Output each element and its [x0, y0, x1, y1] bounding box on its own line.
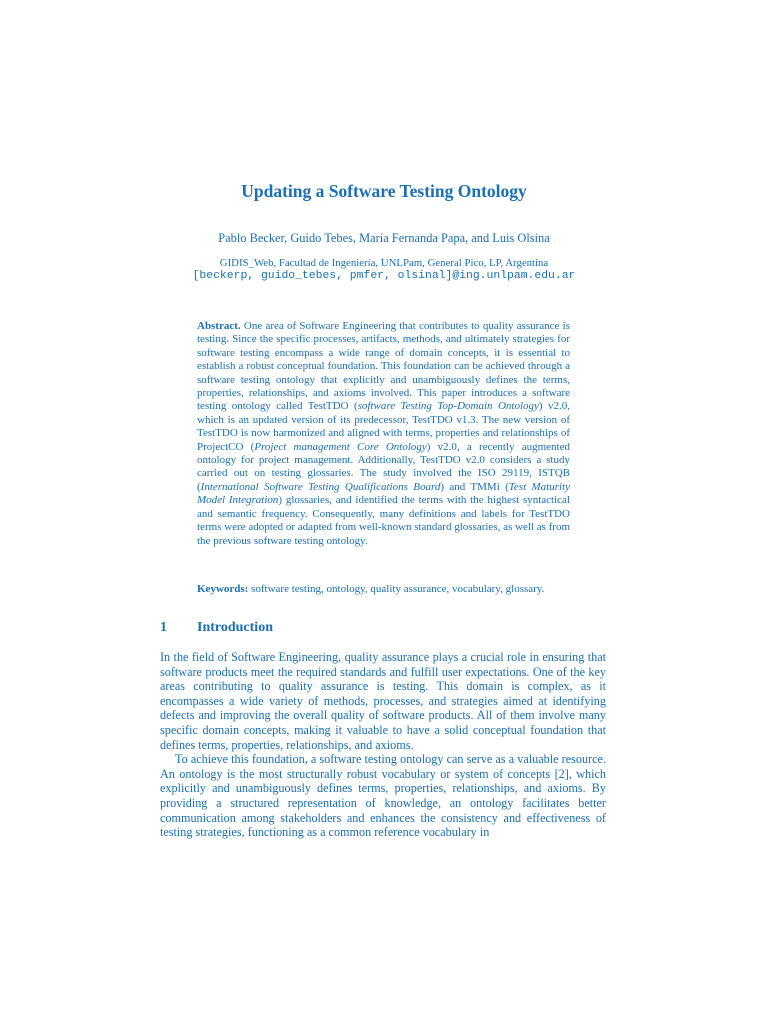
abstract-label: Abstract.: [197, 320, 241, 332]
section-heading: [160, 619, 273, 637]
body-paragraph-1: In the field of Software Engineering, quality assurance plays a crucial role in ensuring that software products meet the required standards and fulfill user expectations. One of the key areas contributing to quality assurance is testing. This domain is complex, as it encompasses a wide variety of methods, processes, and strategies aimed at identifying defects and improving the overall quality of software products. All of them involve many specific domain concepts, making it valuable to have a solid conceptual foundation that defines terms, properties, relationships, and axioms.: [160, 650, 606, 752]
keywords: [197, 583, 570, 596]
abstract-em-4: Test Maturity Model Integration: [197, 480, 570, 507]
section-title: Introduction: [197, 620, 273, 635]
abstract: [197, 320, 570, 548]
abstract-em-1: software Testing Top-Domain Ontology: [357, 400, 539, 413]
keywords-text: software testing, ontology, quality assurance, vocabulary, glossary.: [248, 583, 545, 595]
abstract-em-2: Project management Core Ontology: [254, 440, 427, 453]
keywords-label: Keywords:: [197, 583, 249, 595]
abstract-text-1: One area of Software Engineering that contributes to quality assurance is testing. Since the specific processes, artifacts, methods, and ultimately strategies for software testing encompass a wide range of domain concepts, it is essential to establish a robust conceptual foundation. This foundation can be achieved through a software testing ontology that explicitly and unambiguously defines the terms, properties, relationships, and axioms involved. This paper introduces a software testing ontology called TestTDO (: [197, 320, 570, 413]
abstract-text-2: ) v2.0, which is an updated version of its predecessor, TestTDO v1.3. The new version of TestTDO is now harmonized and aligned with terms, properties and relationships of ProjectCO (: [197, 400, 570, 453]
paper-title: Updating a Software Testing Ontology: [241, 181, 527, 201]
abstract-text-4: ) and TMMi (: [440, 480, 509, 493]
author-email: [beckerp, guido_tebes, pmfer, olsinal]@ing.unlpam.edu.ar: [192, 270, 576, 282]
section-number: 1: [160, 620, 167, 635]
affiliation: GIDIS_Web, Facultad de Ingeniería, UNLPam, General Pico, LP, Argentina: [219, 257, 549, 269]
author-list: Pablo Becker, Guido Tebes, María Fernanda Papa, and Luis Olsina: [218, 231, 550, 245]
abstract-em-3: International Software Testing Qualifications Board: [200, 480, 441, 493]
abstract-text-5: ) glossaries, and identified the terms with the highest syntactical and semantic frequency. Consequently, many definitions and labels for TestTDO terms were adopted or adapted from well-known standard glossaries, as well as from the previous software testing ontology.: [197, 494, 570, 547]
section-body: [160, 650, 606, 840]
body-paragraph-2: To achieve this foundation, a software testing ontology can serve as a valuable resource. An ontology is the most structurally robust vocabulary or system of concepts [2], which explicitly and unambiguously defines terms, properties, relationships, and axioms. By providing a structured representation of knowledge, an ontology facilitates better communication among stakeholders and enhances the consistency and effectiveness of testing strategies, functioning as a common reference vocabulary in: [160, 752, 606, 840]
abstract-text-3: ) v2.0, a recently augmented ontology for project management. Additionally, TestTDO v2.0 considers a study carried out on testing glossaries. The study involved the ISO 29119, ISTQB (: [197, 440, 570, 493]
